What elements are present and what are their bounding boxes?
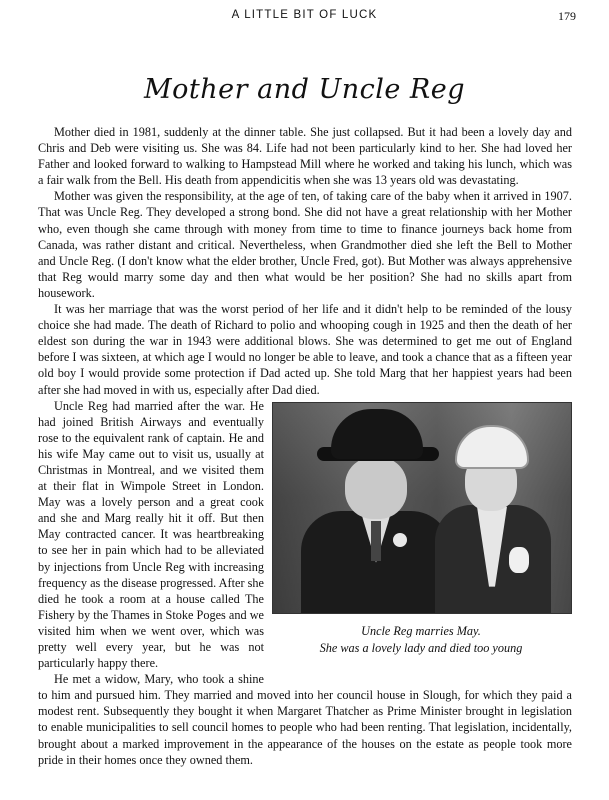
body-text [38,124,572,768]
running-header-title: A LITTLE BIT OF LUCK [231,9,378,21]
photo-caption [270,623,572,657]
paragraph-5: He met a widow, Mary, who took a shine to him and pursued him. They married and moved into her council house in Slough, for which they paid a modest rent. Subsequently they bought it when Margaret Thatcher as Prime Minister brought in legislation to enable municipalities to sell council homes to people who had been renting. That legislation, incidentally, brought about a marked improvement in the appearance of the houses on the estate as people took more pride in their homes once they owned them. [38,672,572,767]
page-number: 179 [558,9,576,23]
paragraph-4: Uncle Reg had married after the war. He had joined British Airways and eventually rose to the equivalent rank of captain. He and his wife May came out to visit us, usually at Christmas in Montreal, and we visited them at their flat in Wimpole Street in London. May was a lovely person and a great cook and she and Marg really hit it off. But then May contracted cancer. It was heartbreaking to see her in pain which had to be alleviated by injections from Uncle Reg with increasing frequency as the disease progressed. After she died he took a room at a house called The Fishery by the Thames in Stoke Poges and we visited him when we went over, which was pretty well every year, but he was not particularly happy there. [38,398,264,671]
corsage-icon [509,547,529,573]
wedding-photo-figure [270,402,572,672]
paragraph-1: Mother died in 1981, suddenly at the dinner table. She just collapsed. But it had been a lovely day and Chris and Deb were visiting us. She was 84. Life had not been particularly kind to her. She had loved her Father and looked forward to walking to Hampstead Mill where he worked and taking his lunch, which was a fair walk from the Bell. His death from appendicitis when she was 13 years old was devastating. [38,125,572,188]
paragraph-3: It was her marriage that was the worst period of her life and it didn't help to be reminded of the lousy choice she had made. The death of Richard to polio and whooping cough in 1925 and then the death of her eldest son during the war in 1943 were additional blows. She was determined to get me out of England before I was sixteen, at which age I would no longer be able to leave, and took a chance that as a fifteen year old boy I would provide some protection if Dad acted up. She told Marg that her happiest years had been after she had moved in with us, especially after Dad died. [38,302,572,397]
caption-line-1: Uncle Reg marries May. [361,623,481,638]
chapter-title: Mother and Uncle Reg [143,74,465,105]
wedding-photo [272,402,572,614]
paragraph-2: Mother was given the responsibility, at the age of ten, of taking care of the baby when it arrived in 1907. That was Uncle Reg. They developed a strong bond. She did not have a great relationship with her Mother who, even though she came through with money from time to time to finance journeys back home from Canada, was rather distant and critical. Nevertheless, when Grandmother died she left the Bell to Mother and Uncle Reg. (I don't know what the elder brother, Uncle Fred, got). But Mother was always apprehensive that Reg would marry some day and then what would be her position? She had no skills apart from housework. [38,189,572,300]
caption-line-2: She was a lovely lady and died too young [319,640,523,655]
